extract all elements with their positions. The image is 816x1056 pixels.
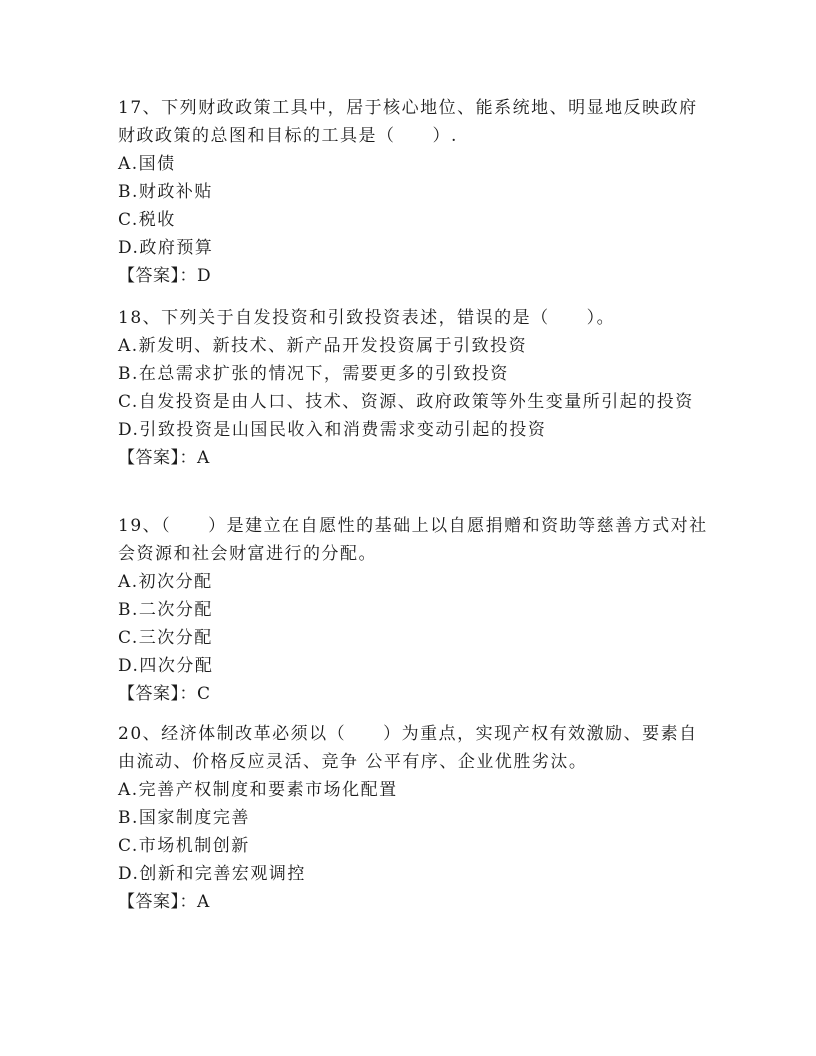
answer-label: 【答案】：C bbox=[118, 684, 211, 704]
question-17 bbox=[118, 94, 708, 290]
question-stem: 17、下列财政政策工具中，居于核心地位、能系统地、明显地反映政府财政政策的总图和目标的工具是（ ）. bbox=[118, 98, 698, 146]
option-a: A.完善产权制度和要素市场化配置 bbox=[118, 780, 398, 800]
option-c: C.自发投资是由人口、技术、资源、政府政策等外生变量所引起的投资 bbox=[118, 392, 694, 412]
option-b: B.在总需求扩张的情况下，需要更多的引致投资 bbox=[118, 364, 509, 384]
question-18 bbox=[118, 304, 708, 472]
answer-label: 【答案】：D bbox=[118, 266, 212, 286]
option-c: C.税收 bbox=[118, 210, 176, 230]
option-b: B.国家制度完善 bbox=[118, 808, 250, 828]
option-d: D.政府预算 bbox=[118, 238, 214, 258]
option-d: D.四次分配 bbox=[118, 656, 214, 676]
option-c: C.市场机制创新 bbox=[118, 836, 250, 856]
option-c: C.三次分配 bbox=[118, 628, 213, 648]
option-b: B.二次分配 bbox=[118, 600, 213, 620]
answer-label: 【答案】：A bbox=[118, 448, 210, 468]
option-d: D.创新和完善宏观调控 bbox=[118, 864, 306, 884]
option-a: A.初次分配 bbox=[118, 572, 213, 592]
question-stem: 18、下列关于自发投资和引致投资表述，错误的是（ ）。 bbox=[118, 308, 616, 328]
option-b: B.财政补贴 bbox=[118, 182, 213, 202]
option-a: A.新发明、新技术、新产品开发投资属于引致投资 bbox=[118, 336, 528, 356]
question-19 bbox=[118, 512, 708, 708]
option-a: A.国债 bbox=[118, 154, 176, 174]
answer-label: 【答案】：A bbox=[118, 892, 210, 912]
option-d: D.引致投资是山国民收入和消费需求变动引起的投资 bbox=[118, 420, 547, 440]
question-stem: 19、（ ）是建立在自愿性的基础上以自愿捐赠和资助等慈善方式对社会资源和社会财富进行的分配。 bbox=[118, 516, 708, 564]
question-stem: 20、经济体制改革必须以（ ）为重点，实现产权有效激励、要素自由流动、价格反应灵活、竞争 公平有序、企业优胜劣汰。 bbox=[118, 724, 698, 772]
question-20 bbox=[118, 720, 708, 916]
